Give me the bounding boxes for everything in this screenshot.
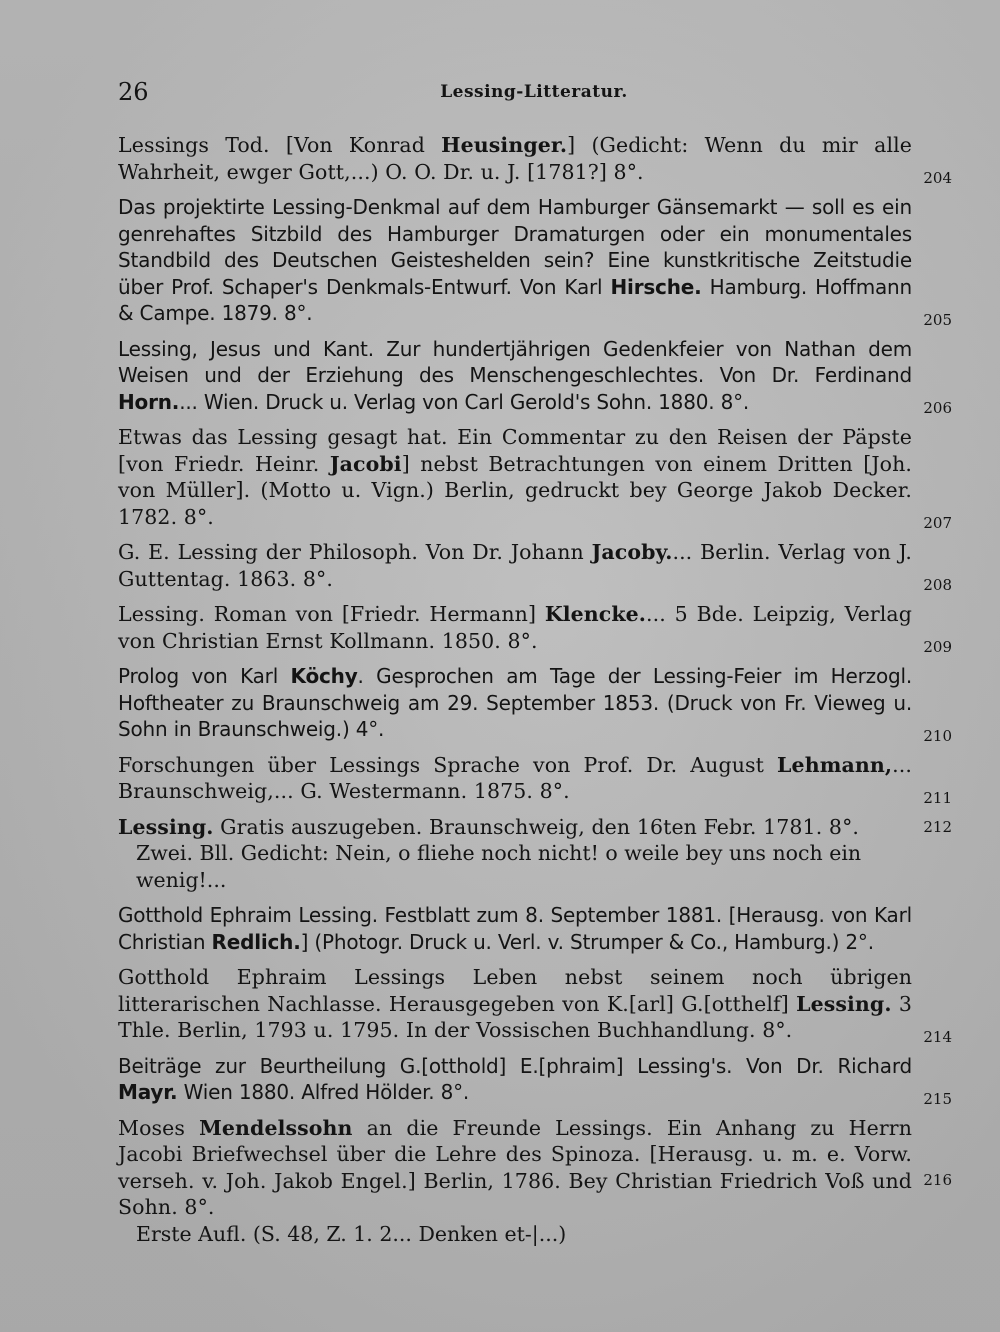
entry-note: Zwei. Bll. Gedicht: Nein, o fliehe noch nicht! o weile bey uns noch ein wenig!... <box>136 841 862 892</box>
entry-number: 212 <box>923 817 952 836</box>
entry-number: 208 <box>923 576 952 594</box>
entry-text: Lessing, Jesus und Kant. Zur hundertjährigen Gedenkfeier von Nathan dem Weisen und der Erziehung des Menschengeschlechtes. Von Dr. Ferdinand Horn.... Wien. Druck u. Verlag von Carl Gerold's Sohn. 1880. 8°. <box>118 336 912 414</box>
entry-text: Etwas das Lessing gesagt hat. Ein Commentar zu den Reisen der Päpste [von Friedr. Heinr. Jacobi] nebst Betrachtungen von einem Dritten [Joh. von Müller]. (Motto u. Vign.) Berlin, gedruckt bey George Jakob Decker. 1782. 8°. <box>118 425 913 529</box>
entry-text: Beiträge zur Beurtheilung G.[otthold] E.[phraim] Lessing's. Von Dr. Richard Mayr. Wien 1880. Alfred Hölder. 8°. <box>118 1053 912 1104</box>
entry-author: Jacoby. <box>591 540 673 564</box>
bibliography-list <box>118 132 952 1256</box>
bibliography-entry-211 <box>118 752 952 805</box>
entry-text: Gotthold Ephraim Lessing. Festblatt zum 8. September 1881. [Herausg. von Karl Christian Redlich.] (Photogr. Druck u. Verl. v. Strumper & Co., Hamburg.) 2°. <box>118 903 912 954</box>
entry-number: 214 <box>923 1027 952 1046</box>
entry-text: Moses Mendelssohn an die Freunde Lessings. Ein Anhang zu Herrn Jacobi Briefwechsel über die Lehre des Spinoza. [Herausg. u. m. e. Vorw. verseh. v. Joh. Jakob Engel.] Berlin, 1786. Bey Christian Friedrich Voß und Sohn. 8°. <box>118 1115 912 1219</box>
bibliography-entry-204 <box>118 132 952 185</box>
entry-note: Erste Aufl. (S. 48, Z. 1. 2... Denken et-|...) <box>136 1221 567 1246</box>
bibliography-entry-214 <box>118 964 952 1044</box>
entry-number: 205 <box>923 310 952 329</box>
entry-number: 215 <box>923 1089 952 1108</box>
entry-number: 206 <box>923 399 952 417</box>
entry-author: Redlich. <box>211 929 301 954</box>
bibliography-entry-207 <box>118 424 952 530</box>
entry-author: Lehmann, <box>777 752 893 777</box>
page-header <box>118 78 950 118</box>
entry-text: Gotthold Ephraim Lessings Leben nebst seinem noch übrigen litterarischen Nachlasse. Herausgegeben von K.[arl] G.[otthelf] Lessing. 3 Thle. Berlin, 1793 u. 1795. In der Vossischen Buchhandlung. 8°. <box>118 965 912 1042</box>
entry-number: 216 <box>923 1170 952 1189</box>
bibliography-entry-209 <box>118 601 952 654</box>
page-number: 26 <box>118 78 149 106</box>
entry-number: 209 <box>923 638 952 656</box>
bibliography-entry-208 <box>118 539 952 592</box>
bibliography-entry-210 <box>118 663 952 743</box>
entry-author: Heusinger. <box>441 133 568 157</box>
entry-author: Klencke. <box>544 602 647 626</box>
entry-author: Köchy <box>290 664 358 688</box>
bibliography-entry-206 <box>118 336 952 416</box>
entry-author: Hirsche. <box>610 274 702 299</box>
entry-number: 204 <box>923 169 952 187</box>
entry-number: 211 <box>923 788 952 807</box>
entry-number: 207 <box>923 514 952 532</box>
entry-text: G. E. Lessing der Philosoph. Von Dr. Johann Jacoby.... Berlin. Verlag von J. Guttentag. 1863. 8°. <box>118 540 912 591</box>
entry-number: 210 <box>923 726 952 745</box>
entry-text: Forschungen über Lessings Sprache von Prof. Dr. August Lehmann,... Braunschweig,... G. Westermann. 1875. 8°. <box>118 752 912 803</box>
entry-text: Lessing. Gratis auszugeben. Braunschweig, den 16ten Febr. 1781. 8°. <box>118 814 860 839</box>
entry-author: Lessing. <box>796 991 892 1016</box>
entry-text: Prolog von Karl Köchy. Gesprochen am Tage der Lessing-Feier im Herzogl. Hoftheater zu Braunschweig am 29. September 1853. (Druck von Fr. Vieweg u. Sohn in Braunschweig.) 4°. <box>118 664 912 741</box>
entry-author: Mendelssohn <box>199 1115 353 1140</box>
entry-author: Lessing. <box>118 814 214 839</box>
entry-author: Mayr. <box>118 1080 178 1104</box>
entry-text: Lessing. Roman von [Friedr. Hermann] Klencke.... 5 Bde. Leipzig, Verlag von Christian Ernst Kollmann. 1850. 8°. <box>118 602 912 653</box>
entry-author: Horn. <box>118 389 180 414</box>
running-title: Lessing-Litteratur. <box>440 82 628 102</box>
entry-text: Das projektirte Lessing-Denkmal auf dem Hamburger Gänsemarkt — soll es ein genrehaftes Sitzbild des Hamburger Dramaturgen oder ein monumentales Standbild des Deutschen Geisteshelden sein? Eine kunstkritische Zeitstudie über Prof. Schaper's Denkmals-Entwurf. Von Karl Hirsche. Hamburg. Hoffmann & Campe. 1879. 8°. <box>118 195 913 325</box>
bibliography-entry-212 <box>118 814 952 894</box>
bibliography-entry-213 <box>118 902 952 955</box>
entry-text: Lessings Tod. [Von Konrad Heusinger.] (Gedicht: Wenn du mir alle Wahrheit, ewger Gott,...) O. O. Dr. u. J. [1781?] 8°. <box>118 133 912 184</box>
bibliography-entry-216 <box>118 1115 952 1248</box>
bibliography-entry-215 <box>118 1053 952 1106</box>
bibliography-entry-205 <box>118 194 952 327</box>
entry-author: Jacobi <box>329 451 402 476</box>
